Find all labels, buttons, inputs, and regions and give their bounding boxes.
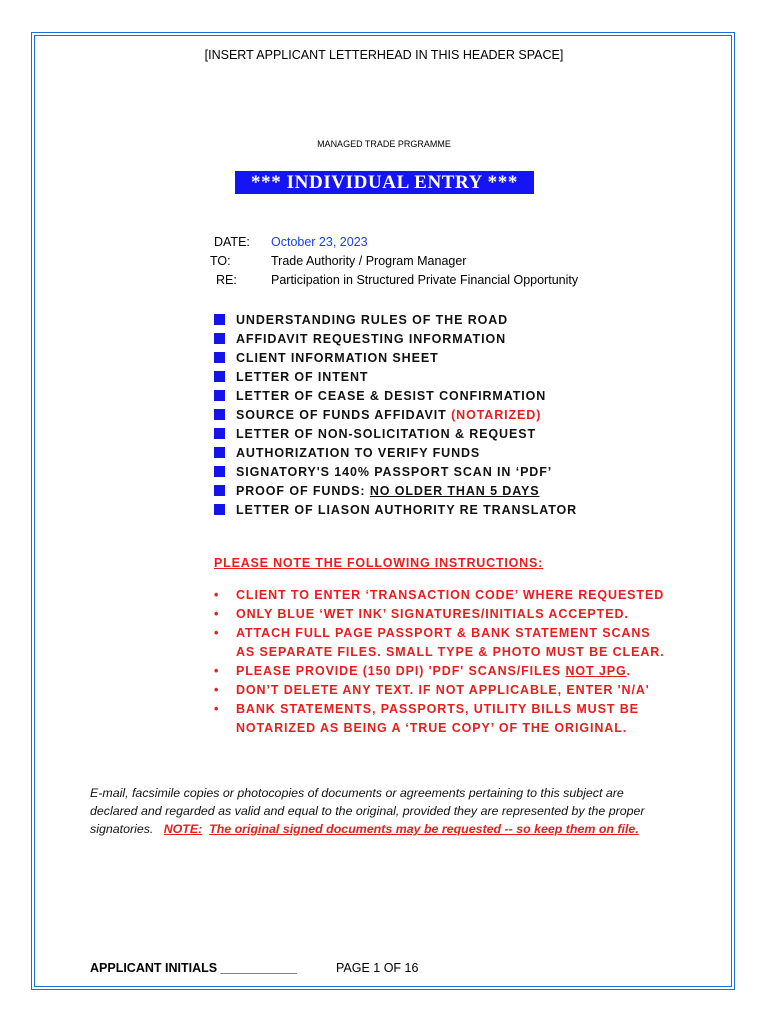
applicant-initials: APPLICANT INITIALS ___________ bbox=[90, 961, 298, 975]
to-label: TO: bbox=[210, 254, 231, 268]
re-label: RE: bbox=[216, 273, 237, 287]
square-bullet-icon bbox=[214, 333, 225, 344]
programme-label: MANAGED TRADE PRGRAMME bbox=[317, 139, 451, 149]
checklist-item: CLIENT INFORMATION SHEET bbox=[214, 351, 439, 369]
checklist-item: PROOF OF FUNDS: NO OLDER THAN 5 DAYS bbox=[214, 484, 540, 502]
re-value: Participation in Structured Private Financial Opportunity bbox=[271, 273, 579, 287]
disclaimer-line: signatories. NOTE: The original signed documents may be requested -- so keep them on file. bbox=[90, 822, 639, 836]
checklist-item: LETTER OF NON-SOLICITATION & REQUEST bbox=[214, 427, 536, 445]
checklist-item: LETTER OF INTENT bbox=[214, 370, 368, 388]
note-label: NOTE: bbox=[163, 822, 203, 836]
page-title: *** INDIVIDUAL ENTRY *** bbox=[251, 172, 518, 193]
square-bullet-icon bbox=[214, 390, 225, 401]
square-bullet-icon bbox=[214, 428, 225, 439]
to-value: Trade Authority / Program Manager bbox=[271, 254, 467, 268]
instruction-item: • ONLY BLUE ‘WET INK’ SIGNATURES/INITIALS ACCEPTED. bbox=[214, 607, 629, 621]
checklist-item: SIGNATORY'S 140% PASSPORT SCAN IN ‘PDF’ bbox=[214, 465, 552, 483]
square-bullet-icon bbox=[214, 371, 225, 382]
letterhead-placeholder: [INSERT APPLICANT LETTERHEAD IN THIS HEADER SPACE] bbox=[204, 48, 564, 62]
disclaimer-line: E-mail, facsimile copies or photocopies of documents or agreements pertaining to this subject are bbox=[90, 786, 624, 800]
instructions-heading: PLEASE NOTE THE FOLLOWING INSTRUCTIONS: bbox=[214, 556, 544, 570]
square-bullet-icon bbox=[214, 485, 225, 496]
instruction-continuation: AS SEPARATE FILES. SMALL TYPE & PHOTO MUST BE CLEAR. bbox=[236, 645, 665, 659]
square-bullet-icon bbox=[214, 447, 225, 458]
page-number: PAGE 1 OF 16 bbox=[336, 961, 419, 975]
checklist-item: SOURCE OF FUNDS AFFIDAVIT (NOTARIZED) bbox=[214, 408, 541, 426]
disclaimer-line: declared and regarded as valid and equal to the original, provided they are represented by the proper bbox=[90, 804, 645, 818]
checklist-item: AUTHORIZATION TO VERIFY FUNDS bbox=[214, 446, 480, 464]
checklist-item: LETTER OF LIASON AUTHORITY RE TRANSLATOR bbox=[214, 503, 577, 521]
checklist-item: LETTER OF CEASE & DESIST CONFIRMATION bbox=[214, 389, 546, 407]
bullet-dot-icon: • bbox=[214, 702, 220, 716]
square-bullet-icon bbox=[214, 466, 225, 477]
instruction-item: • PLEASE PROVIDE (150 DPI) 'PDF' SCANS/FILES NOT JPG. bbox=[214, 664, 631, 678]
square-bullet-icon bbox=[214, 314, 225, 325]
bullet-dot-icon: • bbox=[214, 626, 220, 640]
date-value: October 23, 2023 bbox=[271, 235, 368, 249]
notarized-tag: (NOTARIZED) bbox=[451, 408, 542, 422]
bullet-dot-icon: • bbox=[214, 683, 220, 697]
no-older-note: NO OLDER THAN 5 DAYS bbox=[369, 484, 540, 498]
bullet-dot-icon: • bbox=[214, 588, 220, 602]
note-text: The original signed documents may be requested -- so keep them on file. bbox=[209, 822, 639, 836]
square-bullet-icon bbox=[214, 409, 225, 420]
bullet-dot-icon: • bbox=[214, 664, 220, 678]
instruction-item: • BANK STATEMENTS, PASSPORTS, UTILITY BILLS MUST BE bbox=[214, 702, 639, 716]
instruction-item: • CLIENT TO ENTER ‘TRANSACTION CODE’ WHERE REQUESTED bbox=[214, 588, 665, 602]
instruction-continuation: NOTARIZED AS BEING A ‘TRUE COPY’ OF THE ORIGINAL. bbox=[236, 721, 628, 735]
square-bullet-icon bbox=[214, 504, 225, 515]
checklist-item: AFFIDAVIT REQUESTING INFORMATION bbox=[214, 332, 506, 350]
bullet-dot-icon: • bbox=[214, 607, 220, 621]
date-label: DATE: bbox=[214, 235, 250, 249]
square-bullet-icon bbox=[214, 352, 225, 363]
checklist-item: UNDERSTANDING RULES OF THE ROAD bbox=[214, 313, 508, 331]
instruction-item: • DON’T DELETE ANY TEXT. IF NOT APPLICABLE, ENTER 'N/A' bbox=[214, 683, 650, 697]
instruction-item: • ATTACH FULL PAGE PASSPORT & BANK STATEMENT SCANS bbox=[214, 626, 651, 640]
